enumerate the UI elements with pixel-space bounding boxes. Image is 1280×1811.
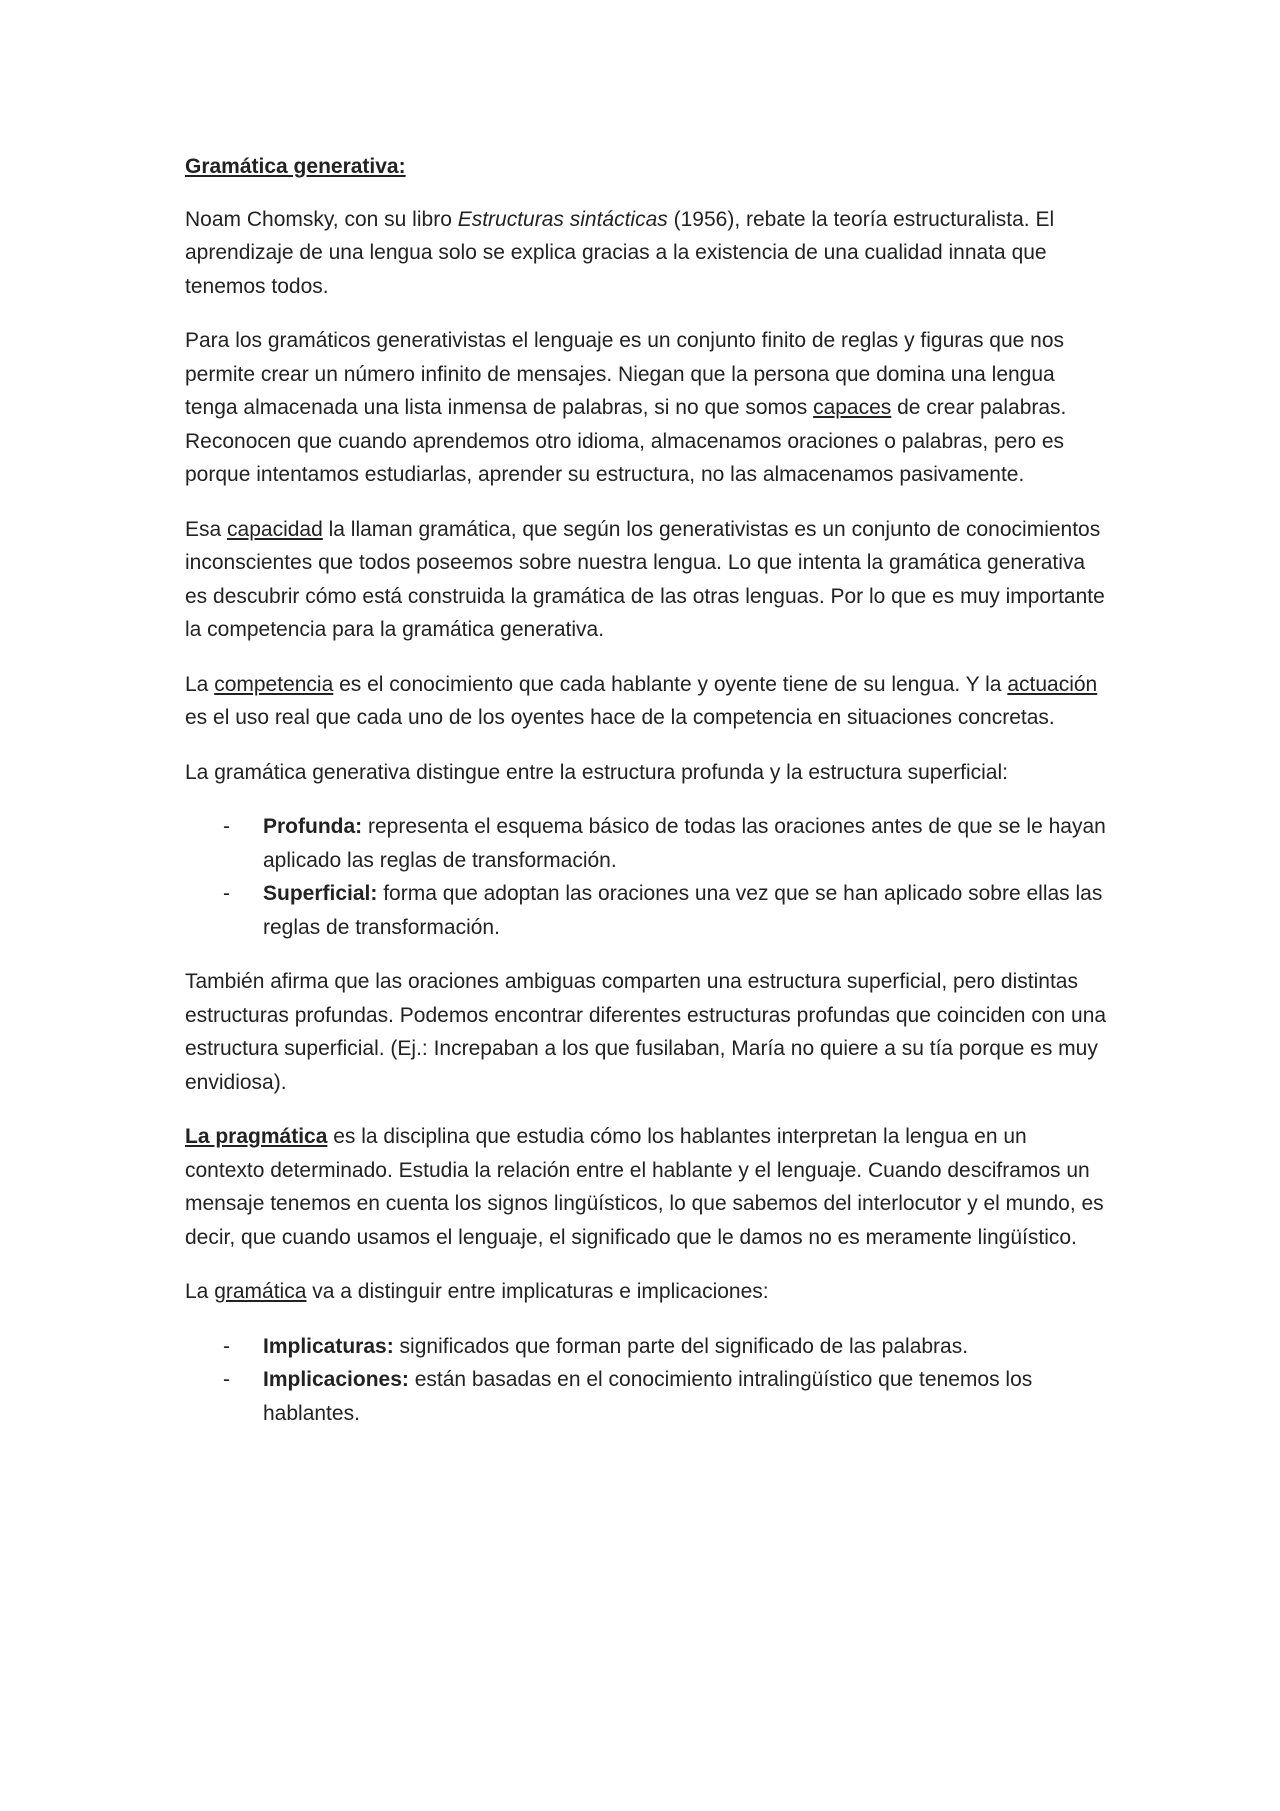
paragraph-implicaturas-intro <box>185 1275 1110 1309</box>
text-run: La <box>185 1280 215 1303</box>
underlined-term: gramática <box>214 1280 307 1303</box>
text-run: es el uso real que cada uno de los oyentes hace de la competencia en situaciones concretas. <box>185 706 1055 729</box>
list-item <box>185 877 1110 944</box>
paragraph-pragmatica <box>185 1120 1110 1254</box>
underlined-term: competencia <box>214 672 334 696</box>
list-text: representa el esquema básico de todas las oraciones antes de que se le hayan aplicado las reglas de transformación. <box>263 815 1106 872</box>
text-run: La <box>185 672 215 696</box>
list-text: significados que forman parte del significado de las palabras. <box>393 1334 969 1358</box>
list-item <box>185 1363 1110 1430</box>
paragraph-capacidad <box>185 513 1110 647</box>
list-text: están basadas en el conocimiento intralingüístico que tenemos los hablantes. <box>263 1368 1033 1425</box>
list-term: Profunda: <box>263 815 363 838</box>
bold-underlined-term: La pragmática <box>185 1125 328 1148</box>
text-run: Para los gramáticos generativistas el lenguaje es un conjunto finito de reglas y figuras que nos permite crear un número infinito de mensajes. Niegan que la persona que domina una lengua tenga almacenada una lista inmensa de palabras, si no que somos <box>185 329 1065 419</box>
list-term: Superficial: <box>263 882 378 905</box>
paragraph-competencia <box>185 668 1110 735</box>
underlined-term: capaces <box>813 396 892 419</box>
paragraph-generativistas <box>185 324 1110 492</box>
paragraph-estructuras: La gramática generativa distingue entre la estructura profunda y la estructura superficial: <box>185 760 1008 784</box>
page-title: Gramática generativa: <box>185 155 406 178</box>
structure-list <box>185 810 1110 944</box>
text-run: es la disciplina que estudia cómo los hablantes interpretan la lengua en un contexto determinado. Estudia la relación entre el hablante y el lenguaje. Cuando desciframos un mensaje tenemos en cuenta los signos lingüísticos, lo que sabemos del interlocutor y el mundo, es decir, que cuando usamos el lenguaje, el significado que le damos no es meramente lingüístico. <box>185 1125 1104 1249</box>
book-title: Estructuras sintácticas <box>457 207 668 231</box>
text-run: de crear palabras. Reconocen que cuando aprendemos otro idioma, almacenamos oraciones o palabras, pero es porque intentamos estudiarlas, aprender su estructura, no las almacenamos pasivamente. <box>185 396 1067 486</box>
text-run: (1956), rebate la teoría estructuralista. El aprendizaje de una lengua solo se explica gracias a la existencia de una cualidad innata que tenemos todos. <box>185 207 1055 298</box>
text-run: la llaman gramática, que según los generativistas es un conjunto de conocimientos inconscientes que todos poseemos sobre nuestra lengua. Lo que intenta la gramática generativa es descubrir cómo está construida la gramática de las otras lenguas. Por lo que es muy importante la competencia para la gramática generativa. <box>185 517 1105 641</box>
underlined-term: capacidad <box>227 517 323 541</box>
implication-list <box>185 1330 1110 1431</box>
underlined-term: actuación <box>1007 672 1098 696</box>
list-item <box>185 810 1110 877</box>
text-run: Esa <box>185 517 228 541</box>
list-term: Implicaciones: <box>263 1368 409 1391</box>
list-text: forma que adoptan las oraciones una vez que se han aplicado sobre ellas las reglas de transformación. <box>263 882 1103 939</box>
text-run: va a distinguir entre implicaturas e implicaciones: <box>306 1280 769 1303</box>
dash-bullet: - <box>223 1368 230 1391</box>
document-body <box>185 150 1110 1451</box>
text-run: Noam Chomsky, con su libro <box>185 207 458 231</box>
paragraph-chomsky <box>185 203 1110 304</box>
dash-bullet: - <box>223 882 230 905</box>
text-run: es el conocimiento que cada hablante y oyente tiene de su lengua. Y la <box>333 672 1008 696</box>
paragraph-ambiguas: También afirma que las oraciones ambiguas comparten una estructura superficial, pero distintas estructuras profundas. Podemos encontrar diferentes estructuras profundas que coinciden con una estructura superficial. (Ej.: Increpaban a los que fusilaban, María no quiere a su tía porque es muy envidiosa). <box>185 970 1107 1094</box>
list-item <box>185 1330 1110 1364</box>
list-term: Implicaturas: <box>263 1334 394 1358</box>
dash-bullet: - <box>223 1334 230 1358</box>
dash-bullet: - <box>223 815 230 838</box>
